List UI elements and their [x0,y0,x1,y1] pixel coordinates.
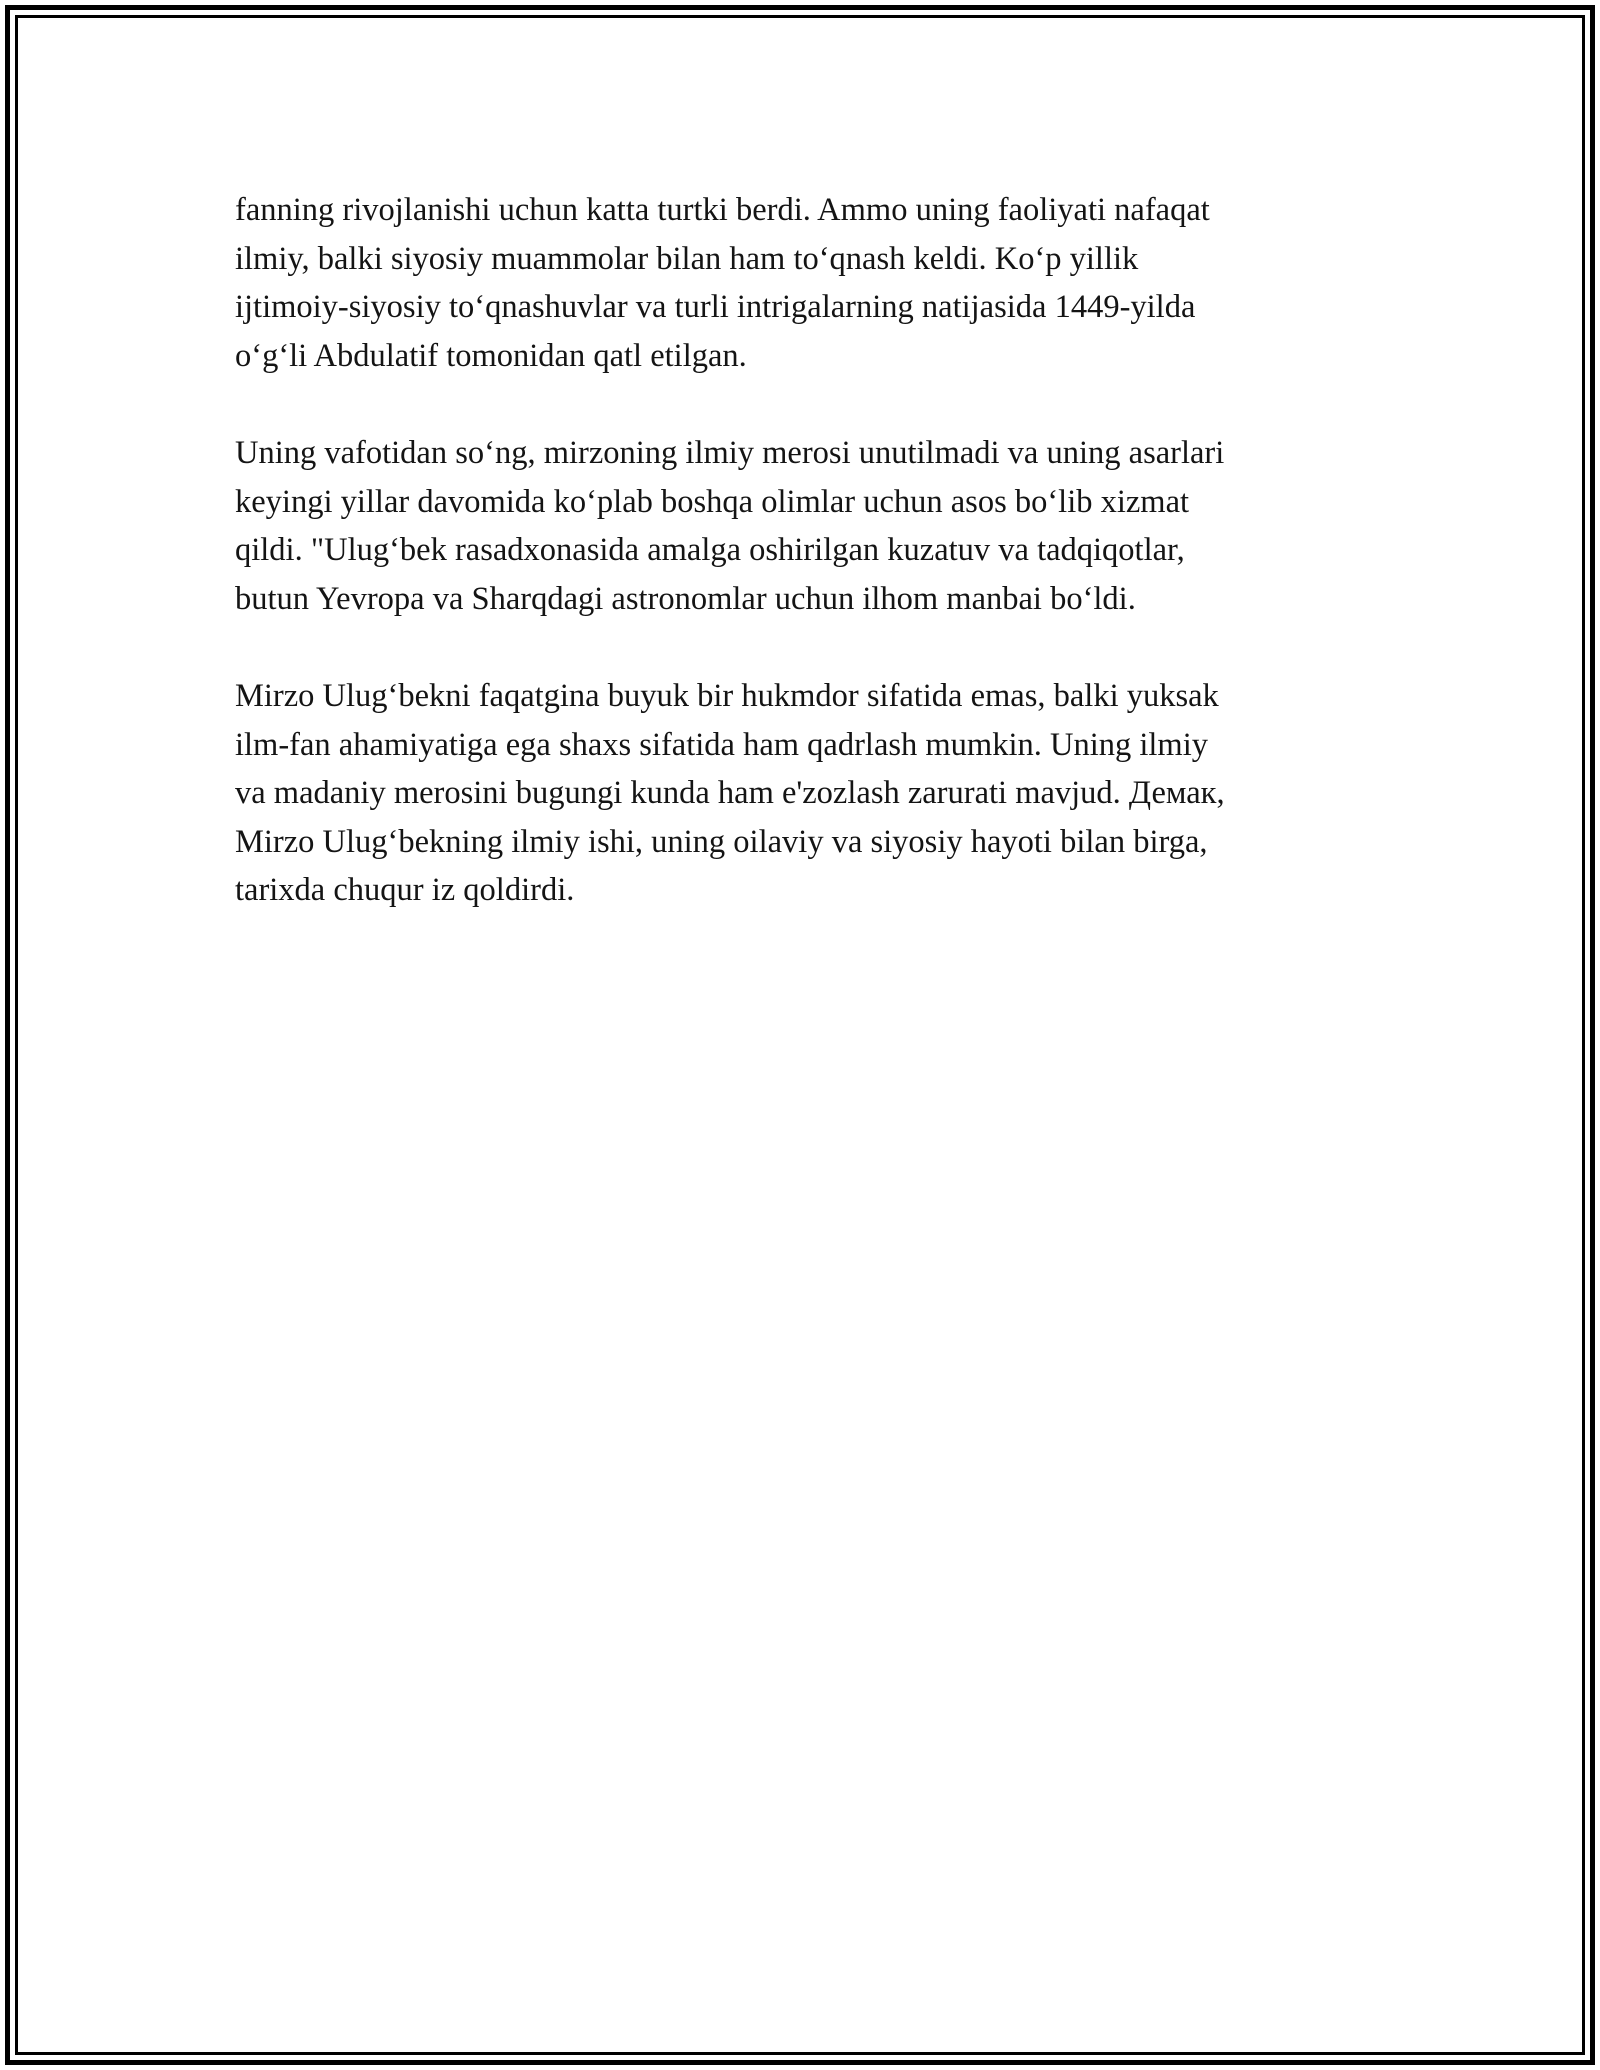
text-line: tarixda chuqur iz qoldirdi. [235,872,575,908]
paragraph-1 [235,186,1365,380]
text-line: va madaniy merosini bugungi kunda ham e'zozlash zarurati mavjud. Демак, [235,775,1225,811]
text-line: o‘g‘li Abdulatif tomonidan qatl etilgan. [235,337,747,374]
paragraph-3 [235,672,1365,915]
paragraph-2 [235,429,1365,623]
text-line: qildi. "Ulug‘bek rasadxonasida amalga oshirilgan kuzatuv va tadqiqotlar, [235,532,1185,568]
text-line: ijtimoiy-siyosiy to‘qnashuvlar va turli intrigalarning natijasida 1449-yilda [235,289,1196,325]
text-line: ilmiy, balki siyosiy muammolar bilan ham to‘qnash keldi. Ko‘p yillik [235,240,1139,277]
text-line: butun Yevropa va Sharqdagi astronomlar uchun ilhom manbai bo‘ldi. [235,580,1136,617]
text-line: Uning vafotidan so‘ng, mirzoning ilmiy merosi unutilmadi va uning asarlari [235,435,1225,471]
text-line: Mirzo Ulug‘bekni faqatgina buyuk bir hukmdor sifatida emas, balki yuksak [235,678,1219,714]
text-line: keyingi yillar davomida ko‘plab boshqa olimlar uchun asos bo‘lib xizmat [235,483,1190,520]
text-line: fanning rivojlanishi uchun katta turtki berdi. Ammo uning faoliyati nafaqat [235,192,1210,228]
text-line: ilm-fan ahamiyatiga ega shaxs sifatida ham qadrlash mumkin. Uning ilmiy [235,726,1208,763]
document-body [235,186,1365,964]
text-line: Mirzo Ulug‘bekning ilmiy ishi, uning oilaviy va siyosiy hayoti bilan birga, [235,823,1208,860]
